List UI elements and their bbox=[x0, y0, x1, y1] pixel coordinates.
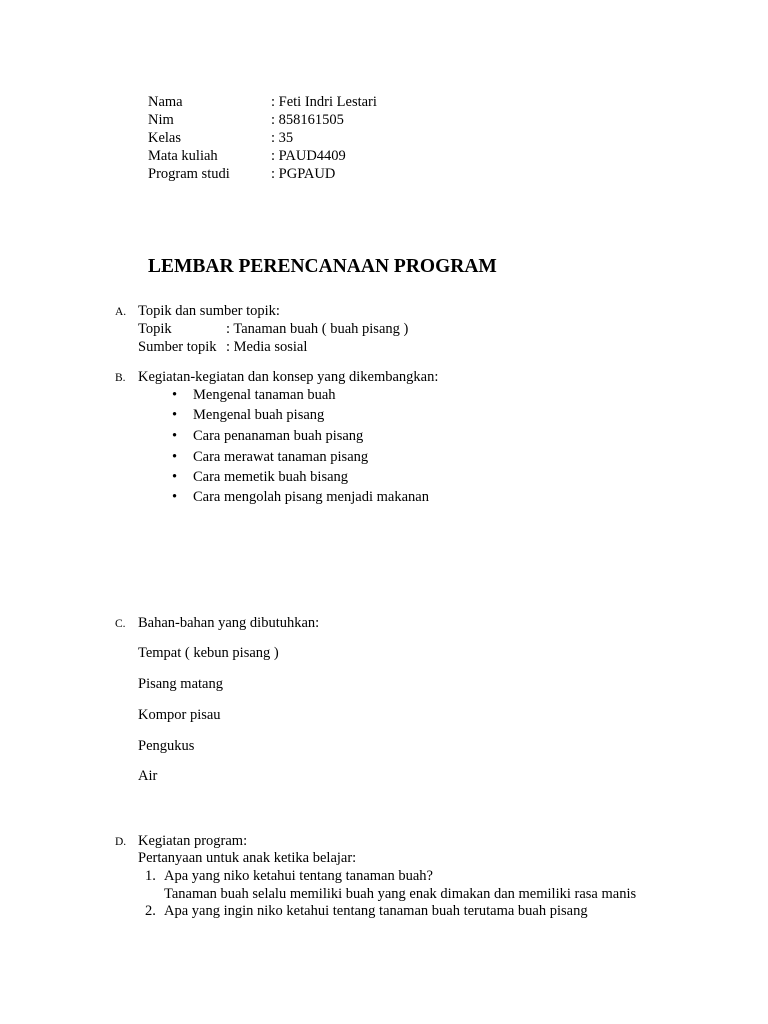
info-label-nim: Nim bbox=[148, 112, 174, 128]
sumber-topik-value: : Media sosial bbox=[226, 339, 308, 355]
list-item: Cara mengolah pisang menjadi makanan bbox=[193, 489, 429, 505]
list-item: Tanaman buah selalu memiliki buah yang enak dimakan dan memiliki rasa manis bbox=[164, 886, 637, 902]
bullet-icon: • bbox=[172, 407, 178, 423]
info-label-nama: Nama bbox=[148, 94, 183, 110]
sumber-topik-label: Sumber topik bbox=[138, 339, 217, 355]
section-a-letter: A. bbox=[115, 306, 127, 318]
info-label-program-studi: Program studi bbox=[148, 166, 230, 182]
bullet-icon: • bbox=[172, 387, 178, 403]
list-item: Air bbox=[138, 768, 158, 784]
section-d-letter: D. bbox=[115, 836, 127, 848]
list-item: Cara memetik buah bisang bbox=[193, 469, 349, 485]
list-item: Cara merawat tanaman pisang bbox=[193, 449, 369, 465]
section-c-heading: Bahan-bahan yang dibutuhkan: bbox=[138, 615, 320, 631]
list-number: 1. bbox=[145, 868, 156, 884]
topik-value: : Tanaman buah ( buah pisang ) bbox=[226, 321, 409, 337]
info-value-nim: : 858161505 bbox=[271, 112, 344, 128]
info-value-nama: : Feti Indri Lestari bbox=[271, 94, 377, 110]
section-d-subheading: Pertanyaan untuk anak ketika belajar: bbox=[138, 850, 357, 866]
list-number: 2. bbox=[145, 903, 156, 919]
section-b-heading: Kegiatan-kegiatan dan konsep yang dikembangkan: bbox=[138, 369, 439, 385]
list-item: Mengenal buah pisang bbox=[193, 407, 325, 423]
info-value-program-studi: : PGPAUD bbox=[271, 166, 336, 182]
list-item: Apa yang ingin niko ketahui tentang tanaman buah terutama buah pisang bbox=[164, 903, 588, 919]
info-value-mata-kuliah: : PAUD4409 bbox=[271, 148, 346, 164]
list-item: Apa yang niko ketahui tentang tanaman buah? bbox=[164, 868, 433, 884]
topik-label: Topik bbox=[138, 321, 172, 337]
section-a-heading: Topik dan sumber topik: bbox=[138, 303, 280, 319]
bullet-icon: • bbox=[172, 469, 178, 485]
list-item: Pisang matang bbox=[138, 676, 223, 692]
bullet-icon: • bbox=[172, 428, 178, 444]
list-item: Kompor pisau bbox=[138, 707, 221, 723]
bullet-icon: • bbox=[172, 449, 178, 465]
page-title: LEMBAR PERENCANAAN PROGRAM bbox=[148, 256, 497, 277]
list-item: Tempat ( kebun pisang ) bbox=[138, 645, 279, 661]
info-label-mata-kuliah: Mata kuliah bbox=[148, 148, 218, 164]
info-value-kelas: : 35 bbox=[271, 130, 294, 146]
bullet-icon: • bbox=[172, 489, 178, 505]
section-b-letter: B. bbox=[115, 372, 126, 384]
info-label-kelas: Kelas bbox=[148, 130, 182, 146]
list-item: Cara penanaman buah pisang bbox=[193, 428, 364, 444]
list-item: Mengenal tanaman buah bbox=[193, 387, 336, 403]
list-item: Pengukus bbox=[138, 738, 195, 754]
section-d-heading: Kegiatan program: bbox=[138, 833, 248, 849]
section-c-letter: C. bbox=[115, 618, 126, 630]
